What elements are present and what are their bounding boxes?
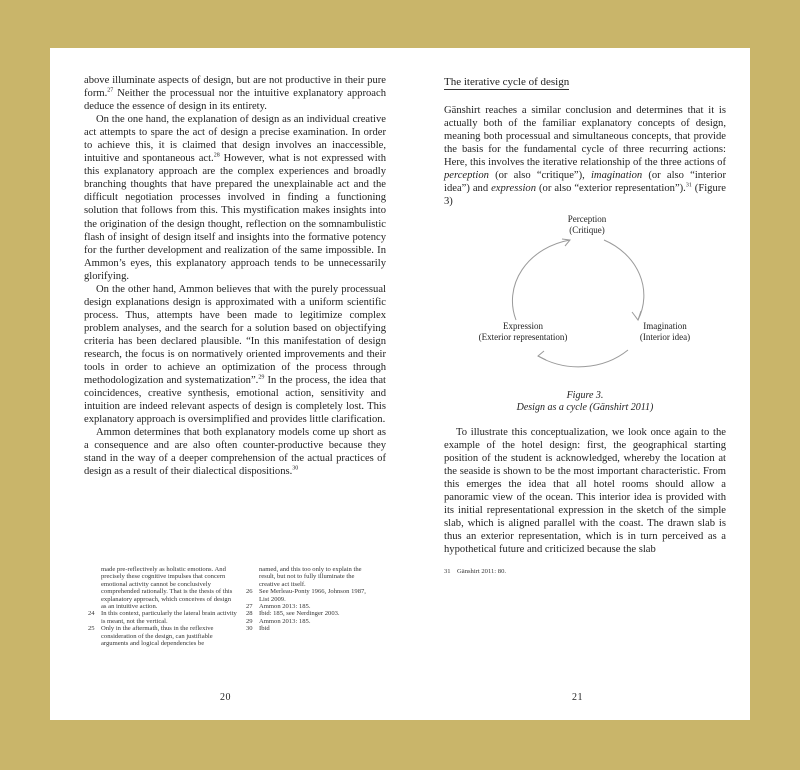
footnote-text: named, and this too only to explain the result, but not to fully illuminate the creative act itself. <box>259 566 362 588</box>
paragraph-1 <box>84 74 386 113</box>
page-number-left: 20 <box>220 692 231 703</box>
footnote <box>246 603 376 610</box>
paragraph-3 <box>84 283 386 427</box>
arrowhead-perception <box>562 239 570 246</box>
footnote <box>246 625 376 632</box>
paragraph-intro <box>444 104 726 208</box>
footnotes-column-2 <box>246 566 376 633</box>
footnote-number: 31 <box>444 568 451 575</box>
footnote-text: Ibid <box>259 625 270 633</box>
label-expression <box>468 321 578 343</box>
left-body-text <box>84 74 386 478</box>
footnote-number: 26 <box>246 588 253 596</box>
section-title: The iterative cycle of design <box>444 76 570 88</box>
text-span: However, what is not expressed with this explanatory approach are the complex experiences and broadly branching thoughts that have prepared the unexplainable act and the difficult negotiation processes involved in finding a functioning solution that follows from this. This mystification makes insights into the origination of the design thought, reflection on the somnambulistic flash of insight of design itself and insights into the formative potency for the further development and realization of the same impossible. In Ammon’s eyes, this explanatory approach tends to be unnecessarily glorifying. <box>84 153 386 282</box>
footnote <box>246 588 376 603</box>
footnote-ref: 27 <box>107 87 114 94</box>
footnote-number: 30 <box>246 625 253 633</box>
figure-caption <box>460 390 710 414</box>
footnote-text: Ibid: 185, see Nerdinger 2003. <box>259 610 340 618</box>
text-span: above illuminate aspects of design, but are not productive in their pure form. <box>84 75 386 100</box>
footnote-text: Only in the aftermath, thus in the reflexive consideration of the design, can justifiable arguments and logical dependencies be <box>101 625 214 648</box>
text-span: On the other hand, Ammon believes that with the purely processual design explanations design is approximated with a uniform scientific process. Thus, attempts have been made to legitimize complex problem analyses, and the search for a solution based on objectifying criteria has been declared plausible. “In this manifestation of design research, the focus is on normatively oriented improvements and their tools in order to achieve an optimization of the process through methodologization and systematization”. <box>84 283 386 387</box>
arrowhead-imagination <box>632 311 641 320</box>
paragraph-4 <box>84 426 386 478</box>
node-title: Perception <box>567 214 607 224</box>
footnotes-column-1 <box>88 566 238 647</box>
right-page <box>400 48 750 720</box>
label-perception <box>552 214 622 236</box>
footnote-text: See Merleau-Ponty 1966, Johnson 1987, List 2009. <box>259 588 366 603</box>
paragraph-2 <box>84 113 386 283</box>
footnote <box>88 566 238 610</box>
node-subtitle: (Exterior representation) <box>478 332 568 342</box>
footnote-text: In this context, particularly the lateral brain activity is meant, not the vertical. <box>101 610 237 625</box>
footnote-number: 27 <box>246 603 253 611</box>
footnote-ref: 30 <box>292 465 299 472</box>
footnote <box>246 618 376 625</box>
arc-imagination-to-expression <box>538 350 628 367</box>
term-imagination: imagination <box>590 170 643 181</box>
node-title: Expression <box>503 321 543 331</box>
design-cycle-diagram <box>478 208 691 376</box>
footnote-text: Gänshirt 2011: 80. <box>457 568 507 575</box>
footnote <box>88 610 238 625</box>
footnote-number: 25 <box>88 625 95 633</box>
text-span: (or also “critique”), <box>488 170 591 181</box>
figure-title: Design as a cycle (Gänshirt 2011) <box>516 402 654 413</box>
paragraph-hotel-example: To illustrate this conceptualization, we look once again to the example of the hotel design: first, the geographical starting position of the student is acknowledged, whereby the location at the seaside is shown to be the most important characteristic. From this emerges the idea that all hotel rooms should allow a panoramic view of the ocean. This interior idea is provided with its initial representational expression in the sketch of the simple slab, which is aligned parallel with the coast. The drawn slab is thus an exterior representation, which is in turn perceived as a hypothetical future and criticized because the slab <box>444 427 726 556</box>
left-page <box>50 48 400 720</box>
footnote-ref: 31 <box>685 182 692 189</box>
footnote-text: made pre-reflectively as holistic emotions. And precisely these cognitive impulses that concern emotional activity cannot be conclusively comprehended rationally. That is the thesis of this explanatory approach, which conceives of design as an intuitive action. <box>101 566 233 611</box>
arc-expression-to-perception <box>512 240 570 320</box>
footnote <box>88 625 238 647</box>
arc-perception-to-imagination <box>604 240 644 320</box>
footnote-31 <box>444 568 506 575</box>
text-span: In the process, the idea that coincidences, creative synthesis, emotional action, sensitivity and intuition are indeed relevant aspects of design is completely lost. This explanatory approach is oversimplified and provides little clarification. <box>84 375 386 426</box>
text-span: Ammon determines that both explanatory models come up short as a consequence and are also often counter-productive because they stand in the way of a deeper comprehension of the actual practices of design as a result of their dialectical dispositions. <box>84 427 386 478</box>
page-number-right: 21 <box>572 692 583 703</box>
footnote <box>246 610 376 617</box>
footnote-number: 24 <box>88 610 95 618</box>
book-spread <box>50 48 750 720</box>
node-subtitle: (Interior idea) <box>639 332 691 342</box>
footnote-ref: 29 <box>258 374 265 381</box>
text-span: (or also “exterior representation”). <box>536 183 686 194</box>
figure-number: Figure 3. <box>566 390 604 401</box>
footnote-text: Ammon 2013: 185. <box>259 603 311 611</box>
right-intro-text <box>444 104 726 208</box>
text-span: Neither the processual nor the intuitive explanatory approach deduce the essence of design in its entirety. <box>84 88 386 113</box>
text-span: Gänshirt reaches a similar conclusion and determines that it is actually both of the familiar explanatory concepts of design, meaning both processual and simultaneous concepts, that provide the basis for the fundamental cycle of three recurring actions: Here, this involves the iterative relationship of the three actions of <box>444 105 726 168</box>
footnote-number: 29 <box>246 617 253 625</box>
node-title: Imagination <box>643 321 687 331</box>
footnote <box>246 566 376 588</box>
right-body-text <box>444 426 726 556</box>
footnote-text: Ammon 2013: 185. <box>259 617 311 625</box>
footnote-ref: 28 <box>213 152 220 159</box>
term-perception: perception <box>444 170 489 181</box>
text-span: On the one hand, the explanation of design as an individual creative act attempts to spare the act of design a precise examination. In order to achieve this, it is claimed that design involves an inaccessible, intuitive and spontaneous act. <box>84 114 386 165</box>
footnote-number: 28 <box>246 610 253 618</box>
label-imagination <box>630 321 700 343</box>
node-subtitle: (Critique) <box>569 225 605 235</box>
text-span: (Figure 3) <box>444 183 726 207</box>
text-span: (or also “interior idea”) and <box>444 170 727 194</box>
term-expression: expression <box>491 183 537 194</box>
